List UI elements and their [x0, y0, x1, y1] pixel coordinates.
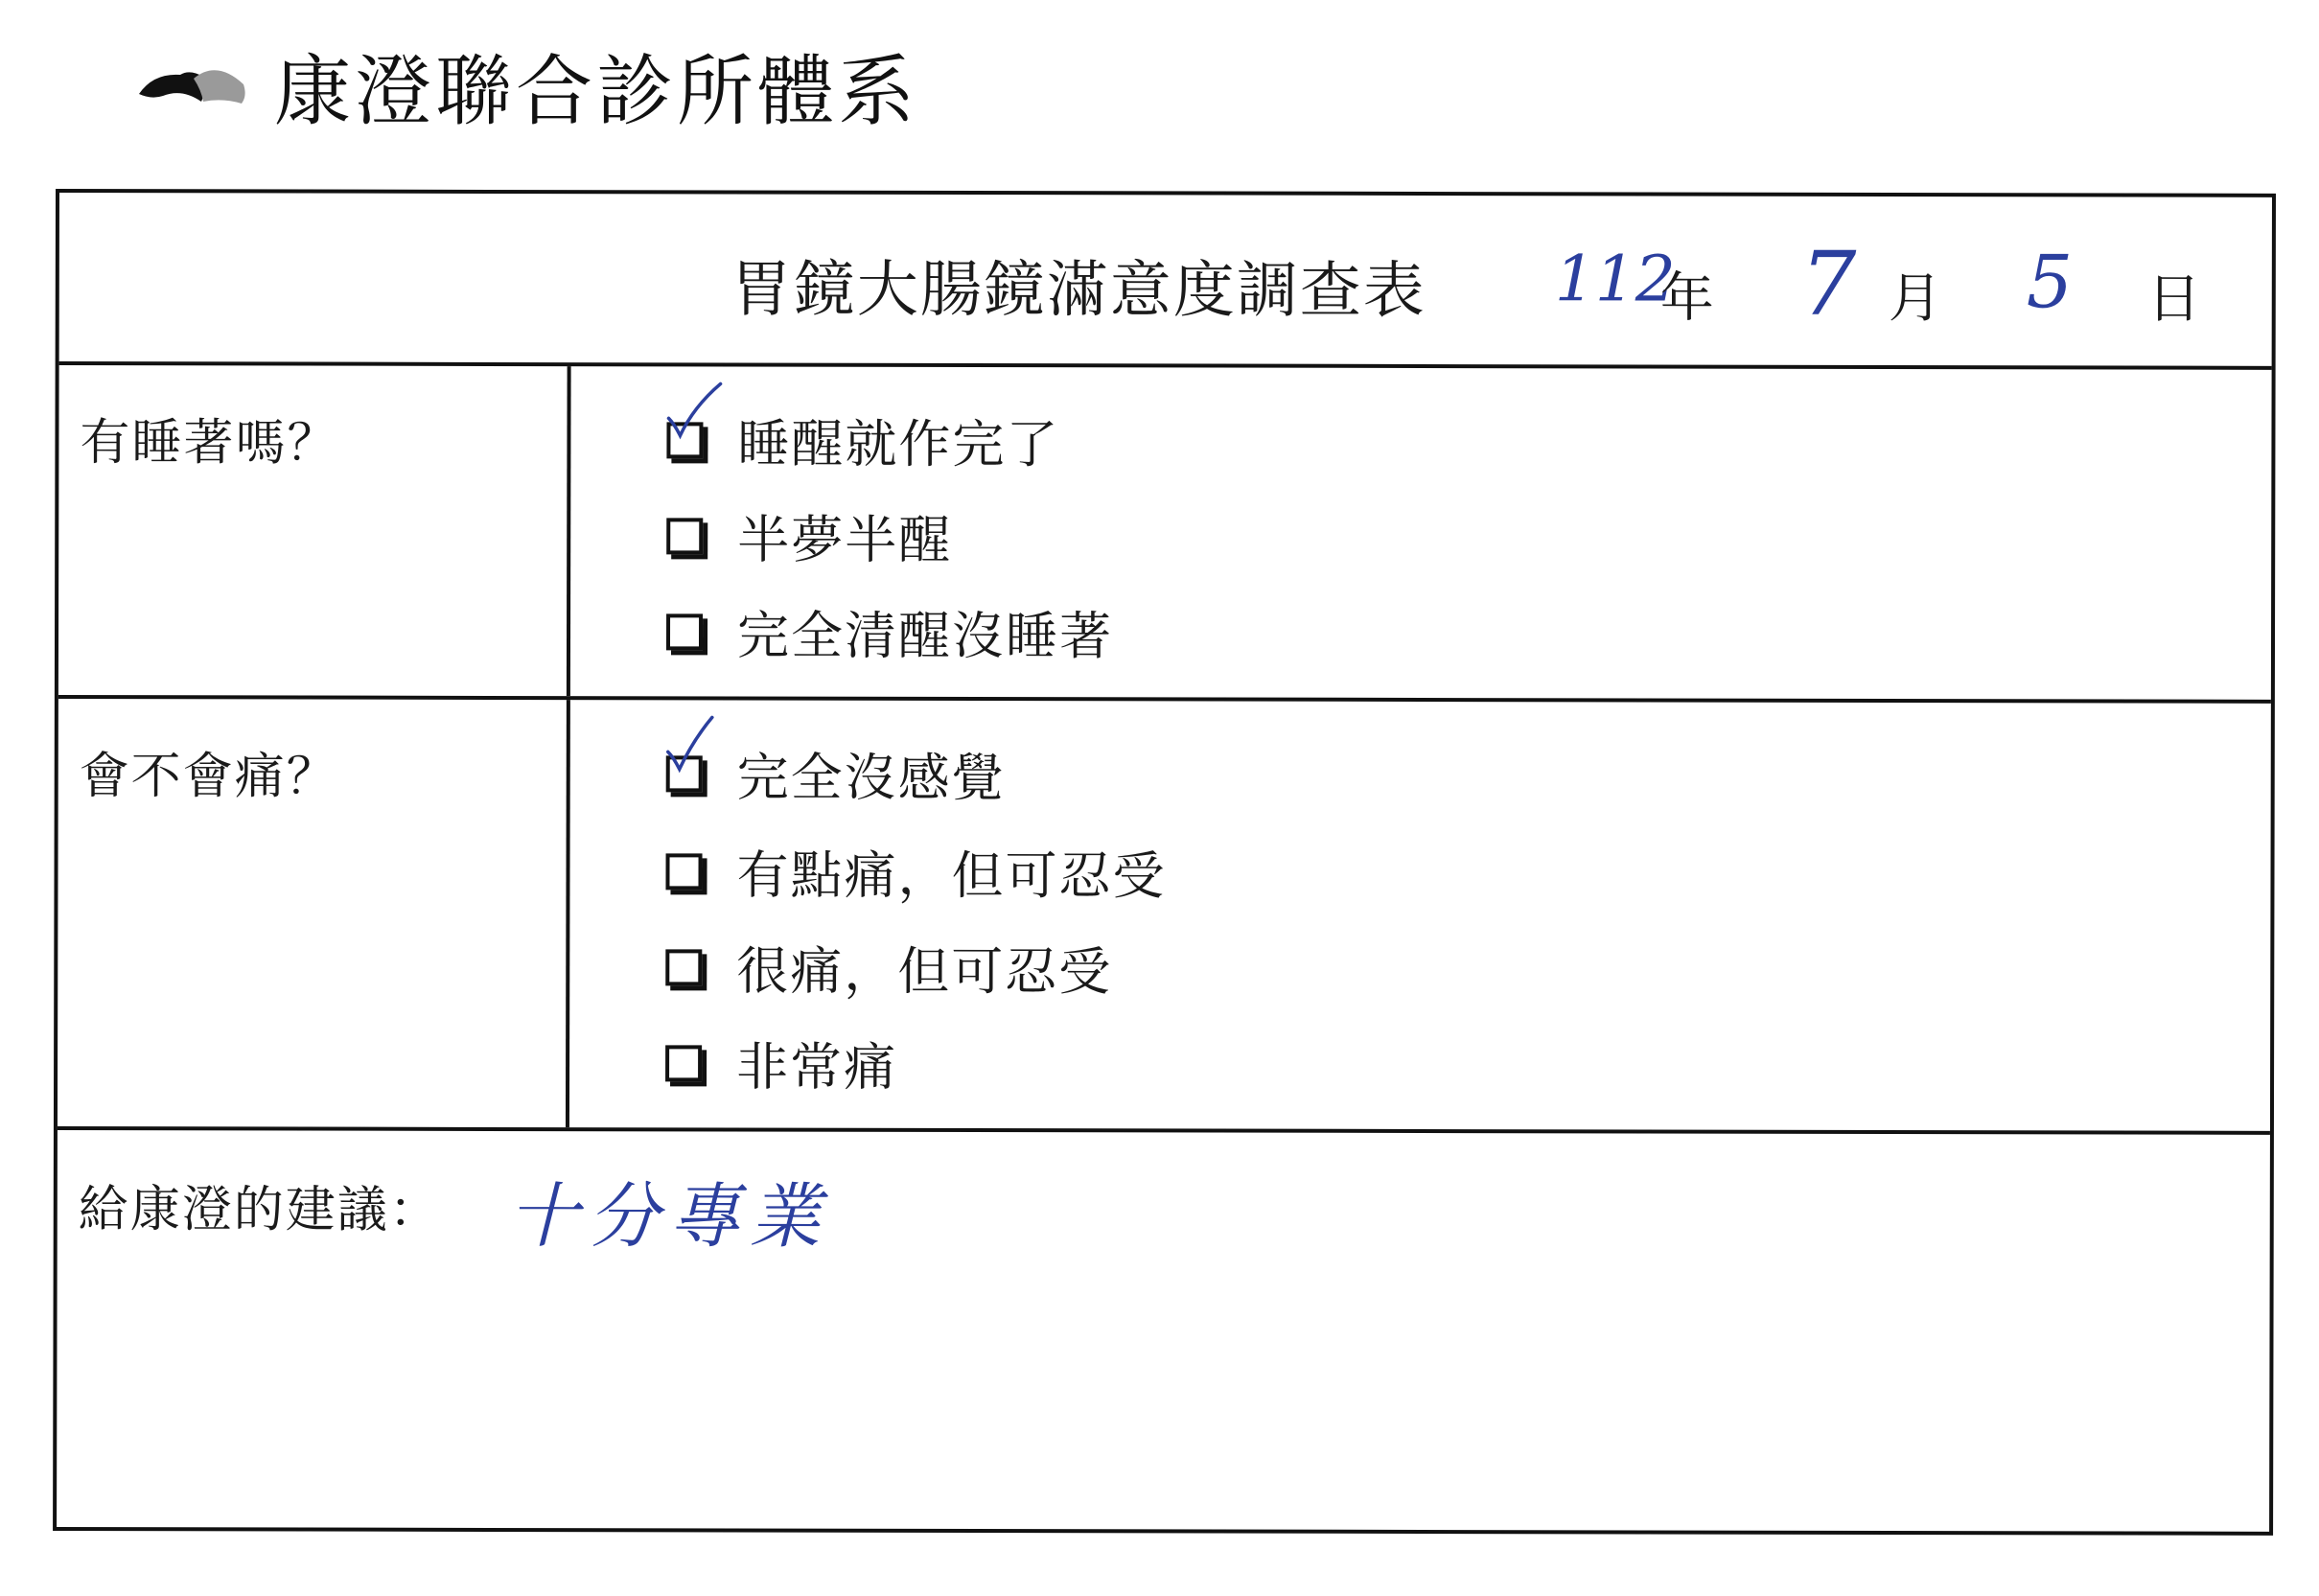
month-label: 月 — [1888, 267, 1942, 331]
handwritten-suggestion[interactable]: 十分專業 — [507, 1174, 830, 1259]
handwritten-month: 7 — [1799, 232, 1857, 335]
option-label: 完全沒感覺 — [736, 747, 1006, 809]
checkbox[interactable] — [665, 949, 702, 985]
option-label: 非常痛 — [736, 1036, 898, 1098]
form-title: 胃鏡大腸鏡滿意度調查表 — [730, 254, 1426, 327]
clinic-header — [134, 36, 918, 136]
option-item[interactable] — [666, 498, 952, 573]
clinic-logo-icon — [134, 56, 249, 113]
question-row-pain — [58, 699, 2271, 1135]
option-item[interactable] — [665, 1026, 897, 1100]
title-row — [59, 193, 2272, 370]
option-label: 半夢半醒 — [737, 509, 953, 570]
option-item[interactable] — [666, 736, 1006, 811]
checkbox[interactable] — [665, 1045, 702, 1081]
survey-form — [53, 189, 2276, 1536]
year-label: 年 — [1659, 266, 1714, 330]
checkbox[interactable] — [666, 613, 703, 650]
option-label: 睡醒就作完了 — [737, 413, 1060, 475]
question-row-sleep — [58, 365, 2272, 704]
checkbox[interactable] — [665, 853, 702, 890]
question-label: 會不會痛？ — [79, 748, 338, 806]
option-item[interactable] — [666, 403, 1059, 477]
suggestion-row — [57, 1130, 2270, 1536]
column-divider — [567, 366, 571, 696]
option-item[interactable] — [666, 594, 1113, 669]
question-label: 有睡著嗎？ — [80, 414, 339, 473]
checkbox[interactable] — [666, 518, 703, 554]
checkmark-icon — [664, 713, 731, 780]
option-label: 有點痛，但可忍受 — [736, 844, 1167, 907]
option-item[interactable] — [665, 930, 1112, 1005]
clinic-name: 康澄聯合診所體系 — [274, 46, 918, 136]
option-item[interactable] — [665, 834, 1166, 909]
checkbox[interactable] — [666, 755, 703, 792]
handwritten-day: 5 — [2026, 239, 2074, 325]
checkmark-icon — [664, 380, 731, 447]
option-label: 很痛，但可忍受 — [736, 940, 1113, 1003]
option-label: 完全清醒沒睡著 — [736, 605, 1114, 667]
day-label: 日 — [2146, 267, 2201, 331]
handwritten-year: 112 — [1554, 242, 1676, 316]
checkbox[interactable] — [666, 422, 703, 458]
suggestion-label: 給康澄的建議： — [78, 1181, 441, 1239]
column-divider — [566, 700, 570, 1127]
